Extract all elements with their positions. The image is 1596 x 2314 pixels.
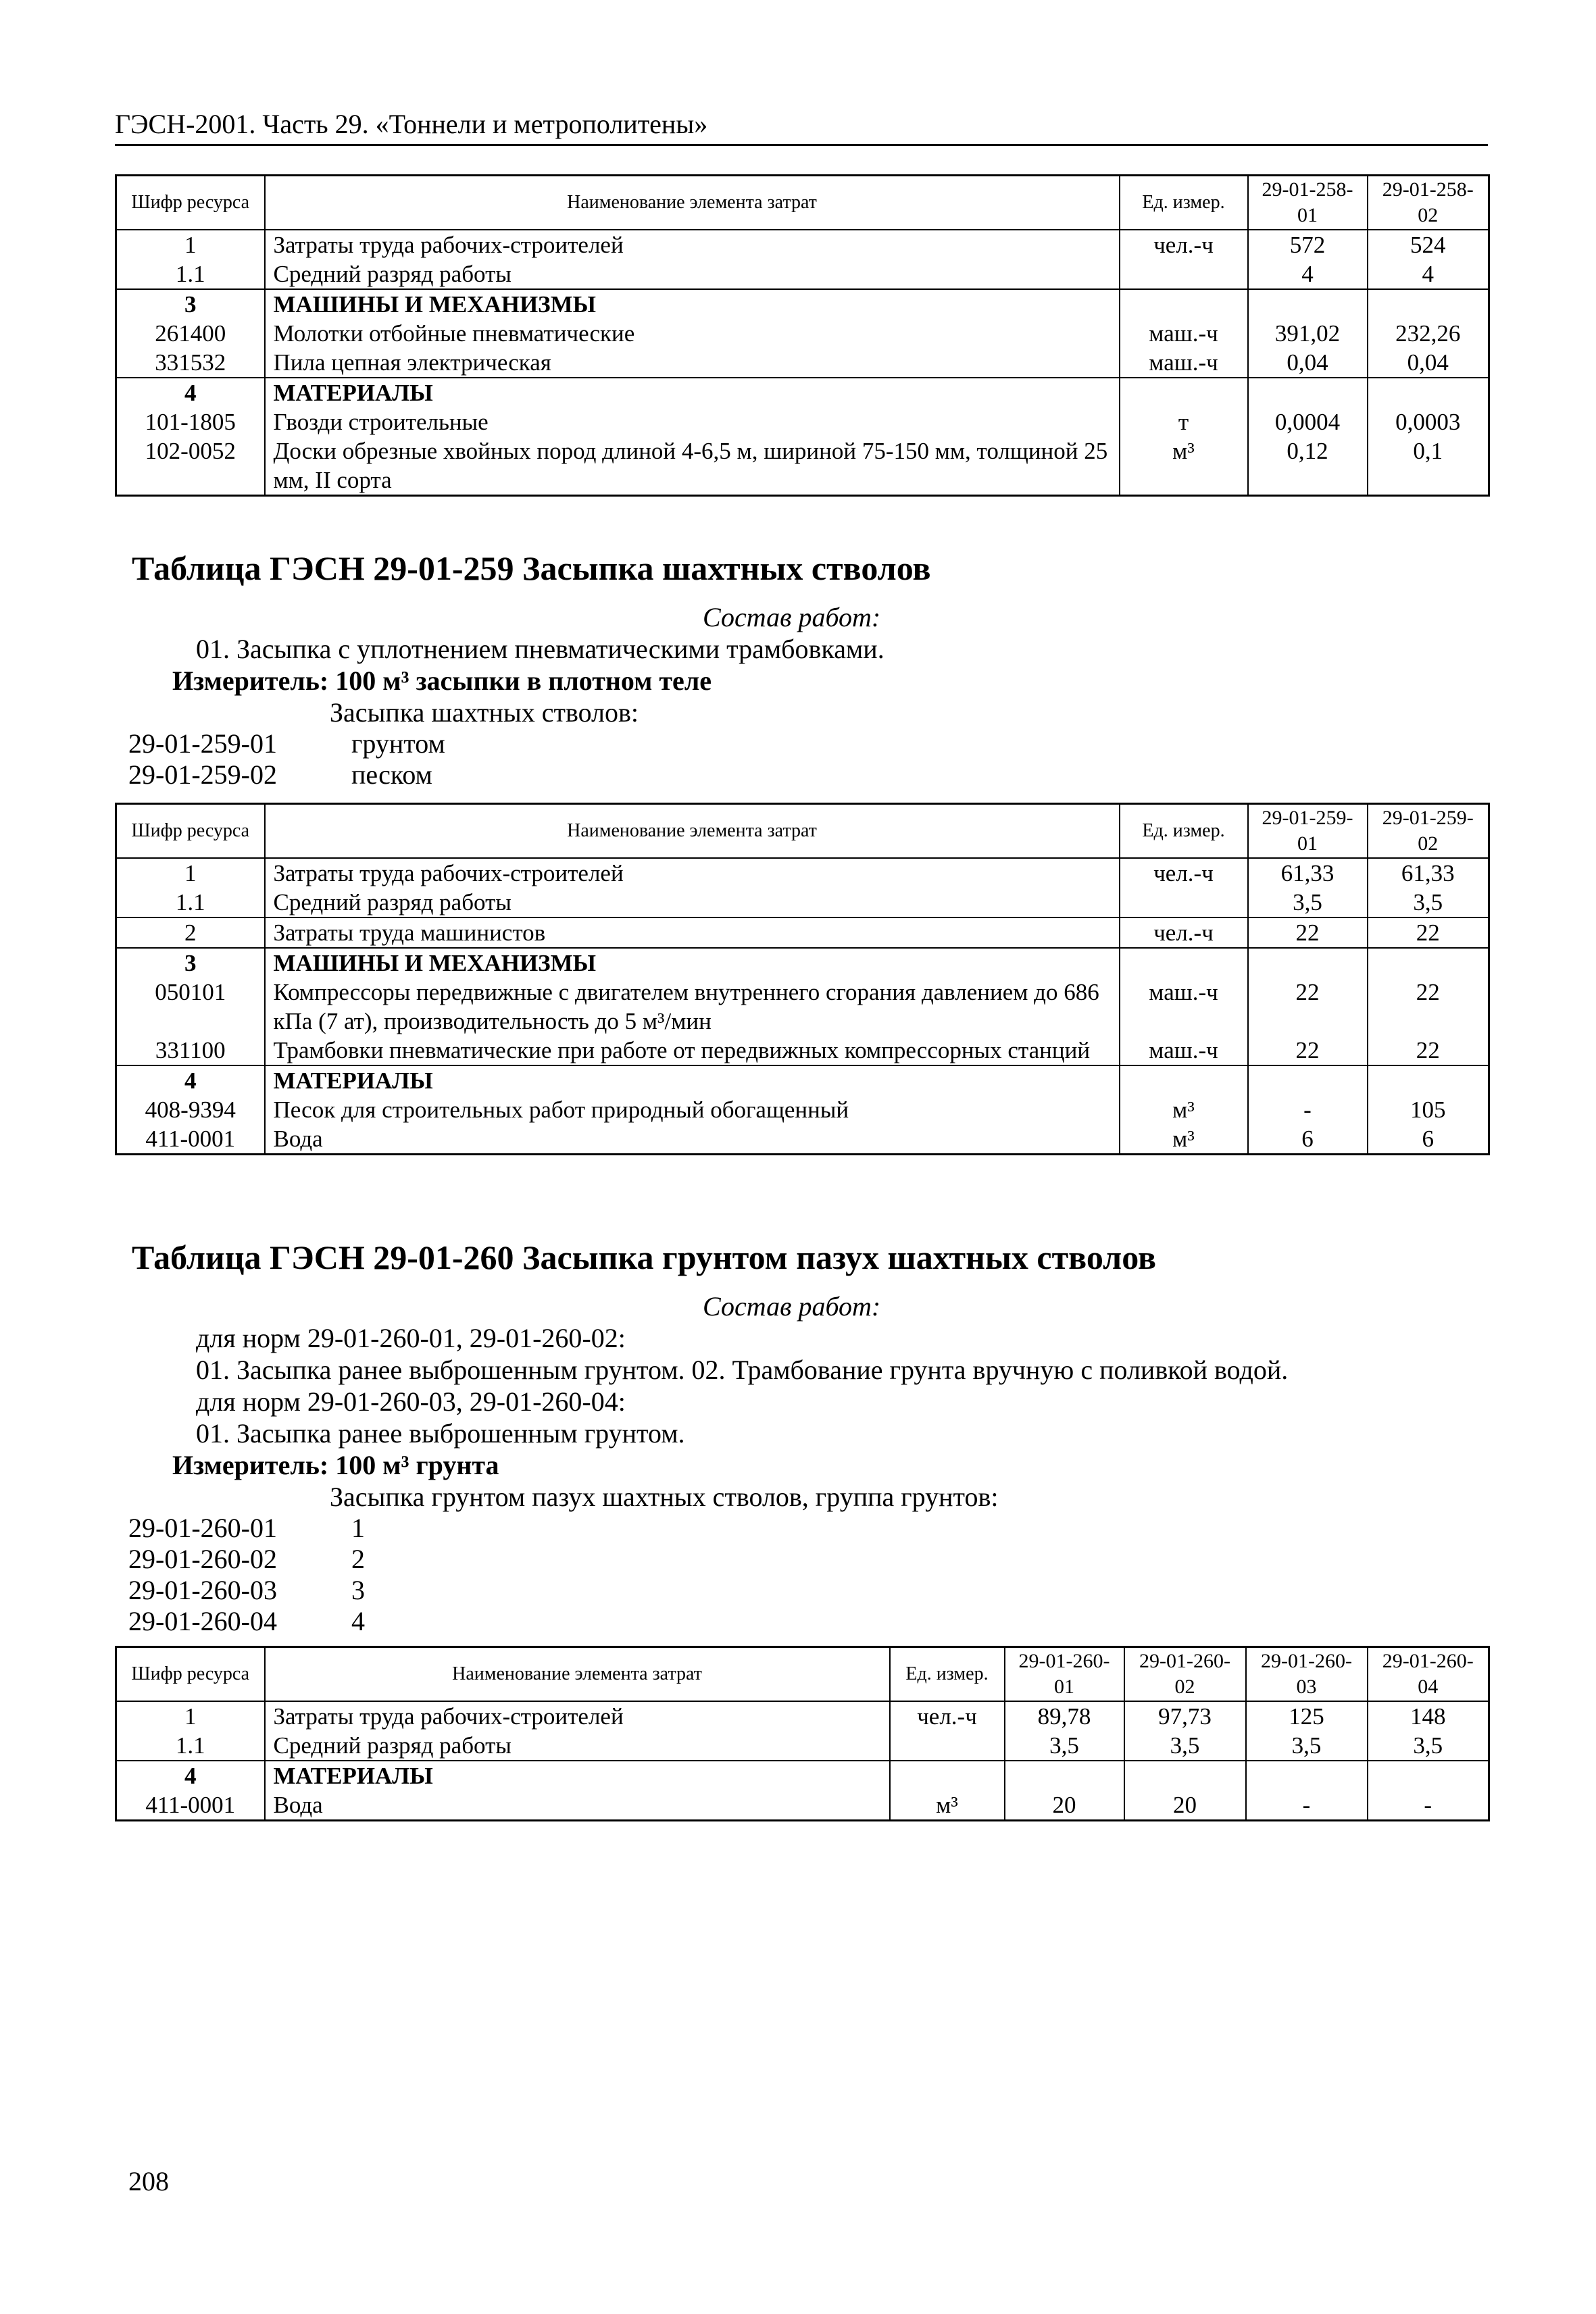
cell-value <box>1368 289 1489 319</box>
col-header-norm: 29-01-258-01 <box>1248 176 1368 230</box>
cell-value: 3,5 <box>1005 1731 1124 1761</box>
table-row <box>116 1095 1489 1124</box>
cell-name: МАТЕРИАЛЫ <box>265 1065 1120 1095</box>
cell-value: 4 <box>1368 259 1489 289</box>
cell-unit <box>1120 289 1248 319</box>
table-row <box>116 1701 1489 1731</box>
cell-value: 22 <box>1368 917 1489 948</box>
cell-code: 411-0001 <box>145 1125 236 1152</box>
cell-code: 331100 <box>155 1036 226 1063</box>
cell-name: Трамбовки пневматические при работе от передвижных компрессорных станций <box>265 1036 1120 1065</box>
meter-line: Измеритель: 100 м³ грунта <box>172 1450 499 1480</box>
cell-value: 232,26 <box>1368 319 1489 348</box>
cell-name: Затраты труда рабочих-строителей <box>265 858 1120 888</box>
cell-value <box>1368 948 1489 978</box>
cell-unit <box>1120 948 1248 978</box>
cell-unit <box>1120 888 1248 917</box>
norm-desc: грунтом <box>351 728 445 759</box>
norm-code: 29-01-259-01 <box>128 728 277 759</box>
cell-value: - <box>1248 1095 1368 1124</box>
cell-unit: м³ <box>1120 1124 1248 1155</box>
cell-code: 050101 <box>155 978 226 1005</box>
table-row <box>116 1124 1489 1155</box>
table-row <box>116 259 1489 289</box>
cell-value: 0,0004 <box>1248 407 1368 436</box>
cell-value: 6 <box>1248 1124 1368 1155</box>
cell-value: 22 <box>1368 978 1489 1036</box>
col-header-norm: 29-01-259-01 <box>1248 804 1368 858</box>
table-260-title: Таблица ГЭСН 29-01-260 Засыпка грунтом пазух шахтных стволов <box>132 1238 1156 1276</box>
norm-code-row <box>128 1606 365 1637</box>
norm-desc: песком <box>351 759 432 790</box>
cell-code: 1 <box>116 858 265 888</box>
cell-unit: чел.-ч <box>890 1701 1005 1731</box>
norm-subtitle: Засыпка шахтных стволов: <box>330 697 639 728</box>
cell-code: 411-0001 <box>145 1791 236 1818</box>
col-header-unit: Ед. измер. <box>1120 176 1248 230</box>
cell-code: 2 <box>116 917 265 948</box>
cell-unit: м³ <box>1120 436 1248 496</box>
cell-value: 105 <box>1368 1095 1489 1124</box>
cell-unit: м³ <box>890 1790 1005 1821</box>
cell-value: 0,04 <box>1248 348 1368 378</box>
norm-code-list <box>128 728 445 790</box>
cell-unit <box>1120 1065 1248 1095</box>
cell-value: 0,1 <box>1368 436 1489 496</box>
cell-value: 22 <box>1248 978 1368 1036</box>
cell-value: 125 <box>1246 1701 1368 1731</box>
col-header-norm: 29-01-260-02 <box>1124 1647 1246 1701</box>
norm-subtitle: Засыпка грунтом пазух шахтных стволов, группа грунтов: <box>330 1482 999 1512</box>
cell-code: 4 <box>116 1065 265 1095</box>
cell-value: - <box>1246 1790 1368 1821</box>
cell-value: 3,5 <box>1248 888 1368 917</box>
col-header-unit: Ед. измер. <box>890 1647 1005 1701</box>
cell-value: 6 <box>1368 1124 1489 1155</box>
cell-value <box>1246 1761 1368 1790</box>
norm-desc: 2 <box>351 1544 365 1574</box>
page-number: 208 <box>128 2166 169 2196</box>
cell-unit: маш.-ч <box>1120 319 1248 348</box>
cell-value: 20 <box>1005 1790 1124 1821</box>
cell-name: Песок для строительных работ природный обогащенный <box>265 1095 1120 1124</box>
cell-value <box>1005 1761 1124 1790</box>
resource-table-260 <box>115 1646 1490 1821</box>
cell-unit <box>1120 378 1248 407</box>
cell-unit: м³ <box>1120 1095 1248 1124</box>
cell-name: Молотки отбойные пневматические <box>265 319 1120 348</box>
cell-name: Доски обрезные хвойных пород длиной 4-6,5 м, шириной 75-150 мм, толщиной 25 мм, II сорта <box>265 436 1120 496</box>
table-row <box>116 1065 1489 1095</box>
col-header-norm: 29-01-260-04 <box>1368 1647 1489 1701</box>
col-header-norm: 29-01-258-02 <box>1368 176 1489 230</box>
col-header-name: Наименование элемента затрат <box>265 804 1120 858</box>
norm-code: 29-01-260-02 <box>128 1544 277 1574</box>
col-header-norm: 29-01-259-02 <box>1368 804 1489 858</box>
cell-value <box>1124 1761 1246 1790</box>
col-header-code: Шифр ресурса <box>116 804 265 858</box>
cell-unit: чел.-ч <box>1120 858 1248 888</box>
norm-code: 29-01-260-03 <box>128 1575 277 1605</box>
cell-code: 1.1 <box>175 260 205 287</box>
cell-value <box>1248 1065 1368 1095</box>
cell-value: 22 <box>1368 1036 1489 1065</box>
cell-code: 1 <box>116 230 265 259</box>
cell-value: 22 <box>1248 917 1368 948</box>
cell-value <box>1368 378 1489 407</box>
cell-name: МАТЕРИАЛЫ <box>265 378 1120 407</box>
table-row <box>116 348 1489 378</box>
resource-table-258 <box>115 174 1490 497</box>
cell-value: 3,5 <box>1246 1731 1368 1761</box>
cell-unit <box>890 1731 1005 1761</box>
cell-name: МАШИНЫ И МЕХАНИЗМЫ <box>265 289 1120 319</box>
cell-value <box>1368 1065 1489 1095</box>
cell-value <box>1368 1761 1489 1790</box>
cell-value: 391,02 <box>1248 319 1368 348</box>
col-header-code: Шифр ресурса <box>116 176 265 230</box>
cell-name: МАШИНЫ И МЕХАНИЗМЫ <box>265 948 1120 978</box>
cell-unit: чел.-ч <box>1120 230 1248 259</box>
table-row <box>116 1036 1489 1065</box>
cell-value: 572 <box>1248 230 1368 259</box>
cell-name: Средний разряд работы <box>265 259 1120 289</box>
norm-code: 29-01-259-02 <box>128 759 277 790</box>
norm-desc: 4 <box>351 1606 365 1636</box>
cell-code: 1 <box>116 1701 265 1731</box>
cell-name: Затраты труда машинистов <box>265 917 1120 948</box>
cell-unit: маш.-ч <box>1120 978 1248 1036</box>
cell-code: 4 <box>116 378 265 407</box>
cell-code: 1.1 <box>175 1732 205 1759</box>
cell-name: Затраты труда рабочих-строителей <box>265 230 1120 259</box>
col-header-code: Шифр ресурса <box>116 1647 265 1701</box>
norm-code-row <box>128 1544 365 1575</box>
cell-value: 61,33 <box>1248 858 1368 888</box>
cell-value: 0,12 <box>1248 436 1368 496</box>
cell-value: 3,5 <box>1368 888 1489 917</box>
cell-name: МАТЕРИАЛЫ <box>265 1761 890 1790</box>
cell-name: Средний разряд работы <box>265 1731 890 1761</box>
table-row <box>116 888 1489 917</box>
cell-code: 261400 <box>155 320 226 347</box>
col-header-norm: 29-01-260-03 <box>1246 1647 1368 1701</box>
norm-code: 29-01-260-04 <box>128 1606 277 1636</box>
cell-value: - <box>1368 1790 1489 1821</box>
table-row <box>116 978 1489 1036</box>
cell-name: Пила цепная электрическая <box>265 348 1120 378</box>
norm-desc: 3 <box>351 1575 365 1605</box>
cell-code: 3 <box>116 948 265 978</box>
cell-code: 102-0052 <box>145 437 236 464</box>
col-header-name: Наименование элемента затрат <box>265 1647 890 1701</box>
cell-code: 408-9394 <box>145 1096 236 1123</box>
norms-for-line: для норм 29-01-260-03, 29-01-260-04: <box>196 1386 626 1417</box>
work-description: 01. Засыпка ранее выброшенным грунтом. 02. Трамбование грунта вручную с поливкой водой. <box>196 1355 1289 1385</box>
composition-label: Состав работ: <box>703 602 881 632</box>
norm-code-row <box>128 728 445 759</box>
table-row <box>116 407 1489 436</box>
work-description: 01. Засыпка ранее выброшенным грунтом. <box>196 1418 685 1449</box>
cell-name: Вода <box>265 1790 890 1821</box>
composition-label: Состав работ: <box>703 1291 881 1322</box>
cell-name: Гвозди строительные <box>265 407 1120 436</box>
cell-value: 20 <box>1124 1790 1246 1821</box>
cell-unit <box>1120 259 1248 289</box>
table-row <box>116 1731 1489 1761</box>
table-row <box>116 858 1489 888</box>
cell-value <box>1248 378 1368 407</box>
table-row <box>116 1761 1489 1790</box>
cell-unit <box>890 1761 1005 1790</box>
table-row <box>116 917 1489 948</box>
table-259-title: Таблица ГЭСН 29-01-259 Засыпка шахтных стволов <box>132 549 931 587</box>
table-row <box>116 289 1489 319</box>
cell-value <box>1248 948 1368 978</box>
norm-code-list <box>128 1513 365 1637</box>
cell-code: 331532 <box>155 349 226 376</box>
cell-name: Вода <box>265 1124 1120 1155</box>
table-row <box>116 378 1489 407</box>
col-header-norm: 29-01-260-01 <box>1005 1647 1124 1701</box>
col-header-name: Наименование элемента затрат <box>265 176 1120 230</box>
cell-value: 0,04 <box>1368 348 1489 378</box>
cell-code: 1.1 <box>175 888 205 915</box>
norm-desc: 1 <box>351 1513 365 1543</box>
cell-value: 4 <box>1248 259 1368 289</box>
table-row <box>116 436 1489 496</box>
norm-code-row <box>128 1513 365 1544</box>
cell-unit: чел.-ч <box>1120 917 1248 948</box>
table-row <box>116 1790 1489 1821</box>
meter-line: Измеритель: 100 м³ засыпки в плотном теле <box>172 665 712 696</box>
table-row <box>116 948 1489 978</box>
col-header-unit: Ед. измер. <box>1120 804 1248 858</box>
cell-unit: маш.-ч <box>1120 1036 1248 1065</box>
cell-value: 524 <box>1368 230 1489 259</box>
cell-value: 89,78 <box>1005 1701 1124 1731</box>
cell-name: Затраты труда рабочих-строителей <box>265 1701 890 1731</box>
cell-code: 4 <box>116 1761 265 1790</box>
work-description: 01. Засыпка с уплотнением пневматическими трамбовками. <box>196 634 884 664</box>
cell-value: 3,5 <box>1124 1731 1246 1761</box>
resource-table-259 <box>115 803 1490 1155</box>
page-header: ГЭСН-2001. Часть 29. «Тоннели и метрополитены» <box>115 108 1488 146</box>
cell-value: 3,5 <box>1368 1731 1489 1761</box>
norm-code-row <box>128 759 445 790</box>
table-row <box>116 319 1489 348</box>
cell-value: 61,33 <box>1368 858 1489 888</box>
cell-value: 0,0003 <box>1368 407 1489 436</box>
cell-code: 101-1805 <box>145 408 236 435</box>
cell-value <box>1248 289 1368 319</box>
norm-code-row <box>128 1575 365 1606</box>
cell-unit: т <box>1120 407 1248 436</box>
norm-code: 29-01-260-01 <box>128 1513 277 1543</box>
cell-value: 22 <box>1248 1036 1368 1065</box>
table-row <box>116 230 1489 259</box>
cell-name: Компрессоры передвижные с двигателем внутреннего сгорания давлением до 686 кПа (7 ат), производительность до 5 м³/мин <box>265 978 1120 1036</box>
norms-for-line: для норм 29-01-260-01, 29-01-260-02: <box>196 1323 626 1353</box>
cell-value: 148 <box>1368 1701 1489 1731</box>
cell-value: 97,73 <box>1124 1701 1246 1731</box>
cell-unit: маш.-ч <box>1120 348 1248 378</box>
cell-code: 3 <box>116 289 265 319</box>
cell-name: Средний разряд работы <box>265 888 1120 917</box>
